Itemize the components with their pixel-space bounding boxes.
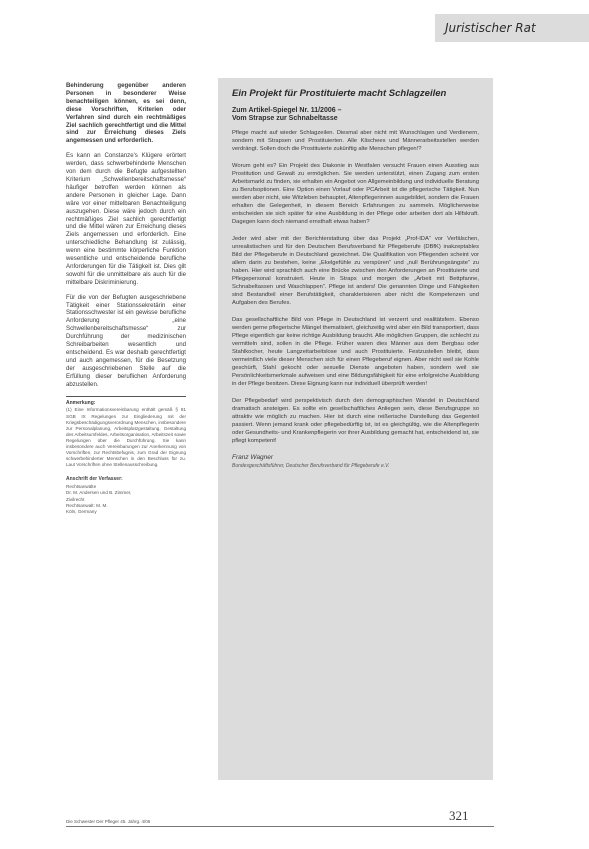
author-address (66, 484, 186, 515)
author-line: Köln, Germany (66, 509, 97, 515)
author-line: Dr. M. Andersen und B. Zimmer, (66, 490, 132, 496)
article-paragraph-3: Jeder wird aber mit der Berichterstattung über das Projekt „Prof-IDA“ vor Verfälschen, unrealistischen und für den Deutschen Berufsverband für Pflegeberufe (DBfK) inakzeptables Bild der Pflegeberufe in Deutschland gezeichnet. Die Qualifikation von Pflegenden scheint vor allem darin zu bestehen, keine „Ekelgefühle zu verspüren“ und „null Berührungsängste“ zu haben. Hier wird sprachlich auch eine Brücke zwischen den Anforderungen an Prostituierte und Pflegepersonal konstruiert. Heute in Straps und morgen die „Arbeit mit Bettpfanne, Schnabeltassen und Waschlappen“. Pflege ist anders! Die genannten Dinge und Fähigkeiten sind Bestandteil einer Berufstätigkeit, charakterisieren aber nicht die Kompetenzen und Aufgaben des Berufes. (232, 235, 479, 306)
article-paragraph-5: Der Pflegebedarf wird perspektivisch durch den demographischen Wandel in Deutschland dramatisch ansteigen. Es sollte ein gesellschaftliches Anliegen sein, diese Berufsgruppe so attraktiv wie möglich zu machen. Hier ist durch eine reißerische Darstellung das Gegenteil passiert. Wenn jemand krank oder pflegebedürftig ist, ist es gleichgültig, wie die Altenpflegerin oder Gesundheits- und Krankenpflegerin vor ihrer Ausbildung gemacht hat, entscheidend ist, sie pflegt kompetent! (232, 397, 479, 444)
article-paragraph-4: Das gesellschaftliche Bild von Pflege in Deutschland ist verzerrt und realitätsfern. Ebenso werden gerne pflegerische Mängel thematisiert, gleichzeitig wird aber ein Bild transportiert, dass Pflege eigentlich gar keine richtige Ausbildung braucht. Alle möglichen Gruppen, die schlecht zu vermitteln sind, sollen in die Pflege. Früher waren dies Männer aus dem Bergbau oder Stahlkocher, heute Langzeitarbeitslose und auch Prostituierte. Festzustellen bleibt, dass vermeintlich viele dieser Menschen sich für einen Pflegeberuf eignen. Aber nicht weil sie Kohle geschürft, Stahl gekocht oder sexuelle Dienste angeboten haben, sondern weil sie Persönlichkeitsmerkmale aufweisen und eine Bildungsfähigkeit für eine erfolgreiche Ausbildung in der Pflege besitzen. Diese Eignung kann nur individuell überprüft werden! (232, 316, 479, 387)
section-header-tab (435, 14, 589, 42)
article-author-name: Franz Wagner (232, 453, 274, 461)
footer-rule (66, 826, 494, 827)
author-line: Rechtsanwälte (66, 484, 97, 490)
footnote-title: Anmerkung: (66, 399, 96, 406)
article-box (218, 78, 493, 780)
left-paragraph-3: Für die von der Befugten ausgeschriebene Tätigkeit einer Stationssekretärin einer Stationsschwester ist ein gewisse berufliche Anforderung „eine Schwellenbereitschaftsmesse“ zur Durchführung der medizinischen Schreibarbeiten wesentlich und entscheidend. Es war deshalb gerechtfertigt und auch angemessen, für die Besetzung der ausgeschriebenen Stelle auf die Erfüllung dieser beruflichen Anforderung abzustellen. (66, 293, 186, 388)
journal-footer: Die Schwester Der Pfleger 45. Jahrg. 4/06 (66, 819, 151, 824)
author-line: Rechtsanwalt: M. M. (66, 502, 108, 508)
article-subtitle-2: Vom Strapse zur Schnabeltasse (232, 115, 338, 123)
left-column (66, 82, 186, 515)
article-paragraph-2: Worum geht es? Ein Projekt des Diakonie in Westfalen versucht Frauen einen Ausstieg aus Prostitution und Gewalt zu ermöglichen. Sie werden unterstützt, einen Zugang zum ersten Arbeitsmarkt zu finden, sie erhalten ein Angebot von Allgemeinbildung und individuelle Beratung zu Berufsoptionen. Eine Option einen Vorlauf oder PCArbeit ist die pflegerische Tätigkeit. Nun werden aber nicht, wie Witzleben behauptet, Altenpflegerinnen ausgebildet, sondern die Frauen erhalten die Gelegenheit, in diesem Bereich Erfahrungen zu sammeln. Möglicherweise entscheiden sie sich später für eine Ausbildung in der Pflege oder arbeiten dort als Hilfskraft. Dagegen kann doch niemand ernsthaft etwas haben? (232, 162, 479, 225)
footnote-divider (66, 396, 186, 397)
author-address-title: Anschrift der Verfasser: (66, 476, 123, 483)
left-paragraph-2: Es kann an Constanze's Klügere erörtert werden, dass schwerbehinderte Menschen von dem durch die Befugte aufgestellten Kriterium „Schwellenbereitschaftsmesse“ häufiger betroffen werden können als andere Personen in gleicher Lage. Dann wäre vor einer mittelbaren Benachteiligung auszugehen. Diese wäre jedoch durch ein rechtmäßiges Ziel sachlich gerechtfertigt und die Mittel wären zur Erreichung dieses Ziels angemessen und erforderlich. Eine unterschiedliche Behandlung ist zulässig, wenn eine bestimmte körperliche Funktion wesentliche und entscheidende berufliche Anforderungen für die Tätigkeit ist. Dies gilt sowohl für die unmittelbare als auch für die mittelbare Diskriminierung. (66, 152, 186, 286)
article-author-role: Bundesgeschäftsführer, Deutscher Berufsverband für Pflegeberufe e.V. (232, 462, 390, 469)
page-number: 321 (449, 808, 469, 823)
article-paragraph-1: Pflege macht auf wieder Schlagzeilen. Diesmal aber nicht mit Wunschlagen und Verdienern, sondern mit Strapsen und Prostituierten. Alle Klischees und Männerarbeitsstellen werden verdrängt. Sollen doch die Prostituierte zukünftig alte Menschen pflegen!? (232, 129, 479, 152)
footnote-text: (1) Eine Informationsvereinbarung enthält gemäß § 81 SGB IX Regelungen zur Eingliederung mit der Kriegsbeschädigungsverordnung Menschen, insbesondere zur Personalplanung, Arbeitsplatzgestaltung, Gestaltung des Arbeitsumfeldes, Arbeitsorganisation, Arbeitszeit sowie Regelungen über die Durchführung. Sie kann insbesondere auch Vereinbarungen zur Anerkennung von Vorschriften, zur Rechtsbefugnis, zum Grad der Eignung schwerbehinderter Menschen in den Beschluss für zu. Laut Vorschriften ohne Stellenausschreibung. (66, 407, 186, 468)
article-title: Ein Projekt für Prostituierte macht Schlagzeilen (232, 88, 447, 99)
section-title: Juristischer Rat (445, 21, 536, 35)
article-subtitle-1: Zum Artikel-Spiegel Nr. 11/2006 – (232, 107, 342, 114)
author-line: Zivilrecht (66, 496, 85, 502)
left-paragraph-1: Behinderung gegenüber anderen Personen in besonderer Weise benachteiligen können, es sei denn, diese Vorschriften, Kriterien oder Verfahren sind durch ein rechtmäßiges Ziel sachlich gerechtfertigt und die Mittel sind zur Erreichung dieses Ziels angemessen und erforderlich. (66, 82, 186, 145)
